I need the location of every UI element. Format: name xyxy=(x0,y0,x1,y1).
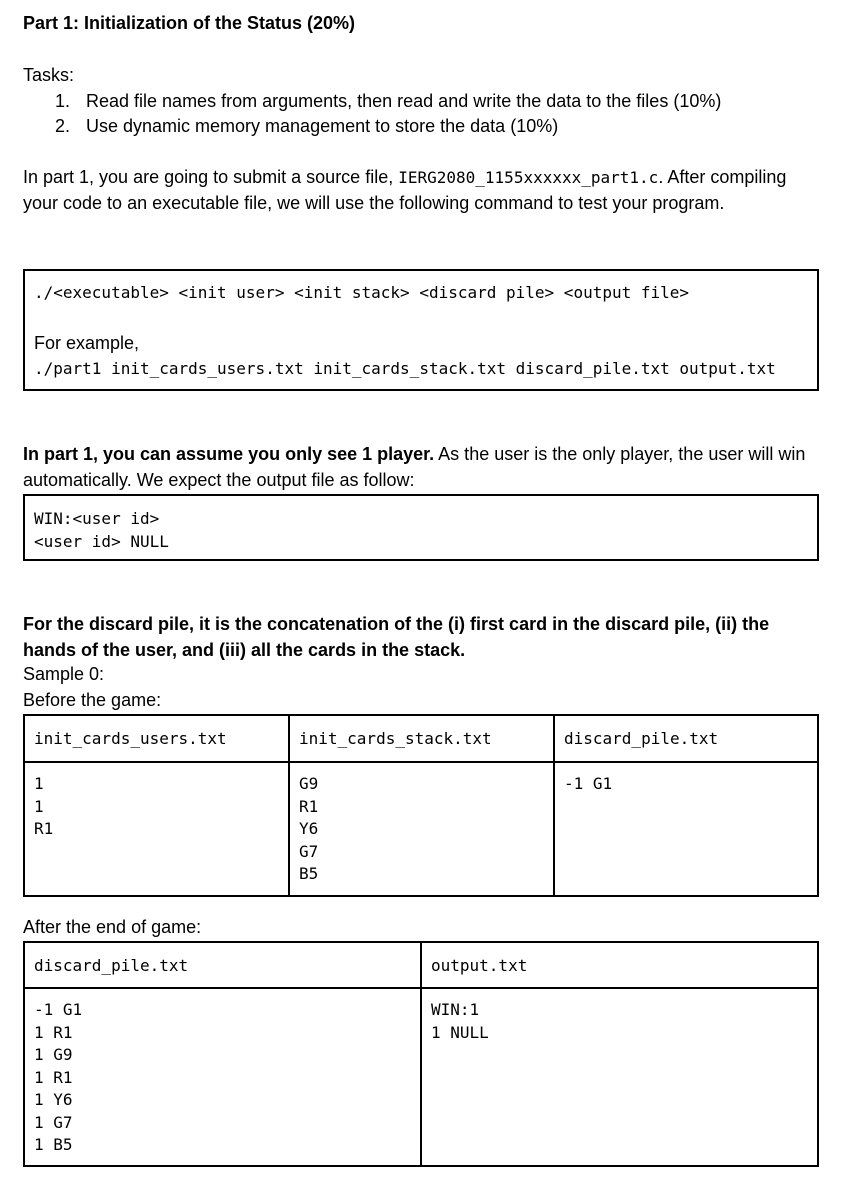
file-line: Y6 xyxy=(299,819,319,838)
discard-result-cell xyxy=(24,988,421,1166)
output-result-cell xyxy=(421,988,818,1166)
task-text: Use dynamic memory management to store the data (10%) xyxy=(86,116,559,136)
file-line: -1 G1 xyxy=(34,1000,83,1019)
tasks-label: Tasks: xyxy=(23,65,75,85)
file-line: -1 G1 xyxy=(564,774,613,793)
discard-description: For the discard pile, it is the concatenation of the (i) first card in the discard pile, (ii) the hands of the user, and (iii) all the cards in the stack. xyxy=(23,614,770,660)
file-line: R1 xyxy=(34,819,54,838)
file-line: 1 R1 xyxy=(34,1067,73,1087)
table-header: discard_pile.txt xyxy=(24,942,421,988)
intro-text-after: . After compiling your code to an executable file, we will use the following command to test your program. xyxy=(23,167,787,213)
single-player-text: As the user is the only player, the user will win automatically. We expect the output file as follow: xyxy=(23,444,806,490)
tasks-list xyxy=(55,89,721,139)
output-format-box xyxy=(23,494,819,561)
task-item xyxy=(55,89,721,114)
intro-text: In part 1, you are going to submit a source file, xyxy=(23,167,399,187)
sample-label: Sample 0: xyxy=(23,664,105,684)
file-line: WIN:1 xyxy=(431,1000,480,1019)
file-line: 1 xyxy=(34,774,44,793)
single-player-bold: In part 1, you can assume you only see 1 player. xyxy=(23,444,435,464)
task-item xyxy=(55,114,721,139)
intro-paragraph xyxy=(23,165,823,216)
task-number: 1. xyxy=(55,91,71,111)
file-line: 1 NULL xyxy=(431,1022,489,1042)
table-header: init_cards_stack.txt xyxy=(289,715,554,762)
file-line: R1 xyxy=(299,796,319,816)
table-header: output.txt xyxy=(421,942,818,988)
task-number: 2. xyxy=(55,116,71,136)
file-line: 1 R1 xyxy=(34,1022,73,1042)
file-line: 1 xyxy=(34,796,44,816)
output-format-line: WIN:<user id> xyxy=(34,509,160,528)
file-line: 1 G7 xyxy=(34,1112,73,1132)
file-line: G9 xyxy=(299,774,319,793)
discard-cell xyxy=(554,762,818,896)
stack-cell xyxy=(289,762,554,896)
before-label: Before the game: xyxy=(23,690,162,710)
command-usage: ./<executable> <init user> <init stack> <discard pile> <output file> xyxy=(34,283,690,302)
source-filename: IERG2080_1155xxxxxx_part1.c xyxy=(398,168,659,187)
after-label: After the end of game: xyxy=(23,917,202,937)
output-format-line: <user id> NULL xyxy=(34,532,169,551)
file-line: B5 xyxy=(299,864,319,883)
example-label: For example, xyxy=(34,333,140,353)
single-player-paragraph xyxy=(23,442,823,493)
task-text: Read file names from arguments, then read and write the data to the files (10%) xyxy=(86,91,722,111)
table-header: init_cards_users.txt xyxy=(24,715,289,762)
command-box xyxy=(23,269,819,391)
before-game-table xyxy=(23,714,819,897)
file-line: G7 xyxy=(299,841,319,861)
file-line: 1 Y6 xyxy=(34,1090,73,1109)
users-cell xyxy=(24,762,289,896)
command-example: ./part1 init_cards_users.txt init_cards_stack.txt discard_pile.txt output.txt xyxy=(34,359,776,378)
file-line: 1 B5 xyxy=(34,1135,73,1154)
page-title: Part 1: Initialization of the Status (20%) xyxy=(23,13,356,33)
file-line: 1 G9 xyxy=(34,1045,73,1064)
table-header: discard_pile.txt xyxy=(554,715,818,762)
after-game-table xyxy=(23,941,819,1167)
